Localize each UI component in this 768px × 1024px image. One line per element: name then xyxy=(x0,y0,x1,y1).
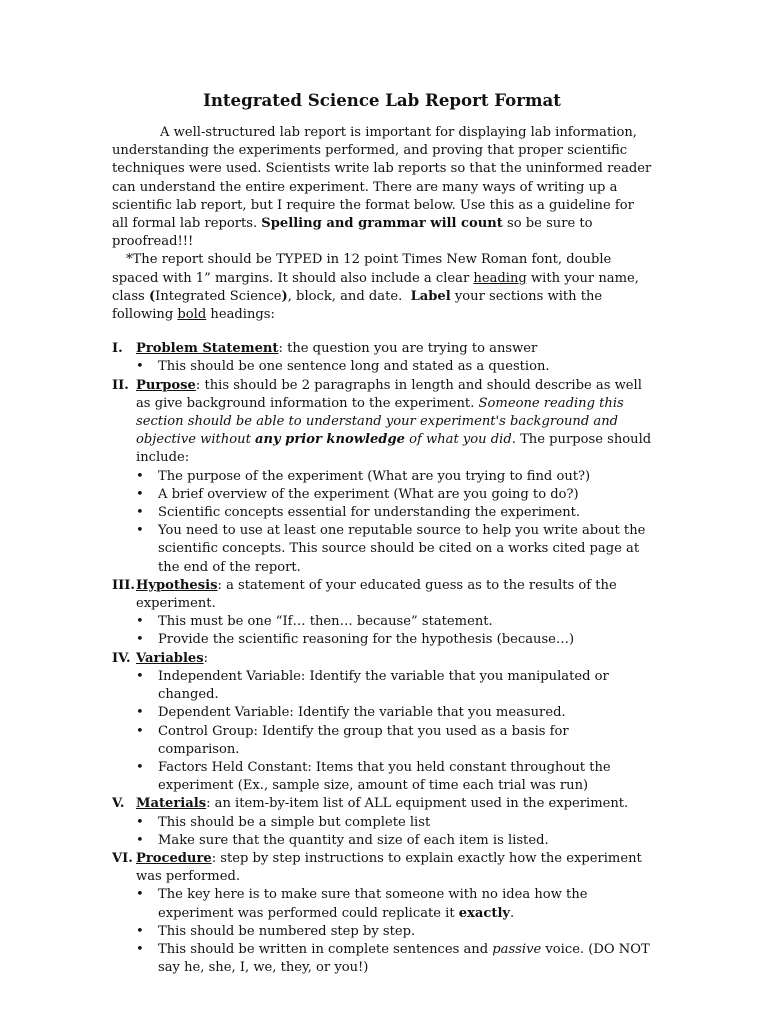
bullet-item: • Independent Variable: Identify the variable that you manipulated or changed. xyxy=(136,668,652,704)
note-part3: , block, and date. xyxy=(287,288,403,304)
bullet-item: • The purpose of the experiment (What are you trying to find out?) xyxy=(136,468,652,486)
section-description: the question you are trying to answer xyxy=(287,341,538,357)
bullet-item: • Make sure that the quantity and size of each item is listed. xyxy=(136,832,652,850)
section-variables xyxy=(112,650,652,796)
bullet-item: • Scientific concepts essential for understanding the experiment. xyxy=(136,504,652,522)
intro-paragraph xyxy=(112,124,652,251)
bullet-item: • Control Group: Identify the group that you used as a basis for comparison. xyxy=(136,723,652,759)
bullet-item: • This should be a simple but complete list xyxy=(136,814,652,832)
section-colon: : xyxy=(195,377,201,393)
document-title: Integrated Science Lab Report Format xyxy=(203,90,561,110)
section-description-italic: Someone reading this section should be able to understand your experiment's background and objective without xyxy=(136,395,624,448)
bullet-item xyxy=(136,941,652,977)
section-colon: : xyxy=(278,341,283,357)
section-numeral: V. xyxy=(112,796,125,812)
section-description: a statement of your educated guess as to the results of the experiment. xyxy=(136,577,617,612)
bullet-tail: voice. (DO NOT say he, she, I, we, they, or you!) xyxy=(158,941,650,976)
section-colon: : xyxy=(206,796,211,812)
section-description-bold-italic: any prior knowledge xyxy=(255,432,405,448)
section-procedure xyxy=(112,850,652,977)
section-colon: : xyxy=(217,577,222,593)
bullet-text: The key here is to make sure that someone with no idea how the experiment was performed could replicate it xyxy=(158,887,588,921)
section-line xyxy=(136,795,652,813)
section-line xyxy=(136,340,652,358)
note-class-name: Integrated Science xyxy=(155,288,282,304)
section-hypothesis xyxy=(112,577,652,650)
bullet-item: • This should be one sentence long and stated as a question. xyxy=(136,358,652,376)
section-line xyxy=(136,577,652,613)
note-paren-close: ) xyxy=(281,288,288,304)
note-part2: with your name, class xyxy=(112,270,639,304)
section-numeral: IV. xyxy=(112,650,131,666)
note-part4: your sections with the following xyxy=(112,288,603,323)
section-heading: Purpose xyxy=(136,377,196,393)
note-part5: headings: xyxy=(210,307,275,323)
section-heading: Materials xyxy=(136,796,207,812)
bullet-item: • This should be numbered step by step. xyxy=(136,923,652,941)
bullet-bold-text: exactly xyxy=(458,905,511,921)
bullet-item: • This must be one “If… then… because” statement. xyxy=(136,613,652,631)
section-line xyxy=(136,377,652,468)
section-description: step by step instructions to explain exactly how the experiment was performed. xyxy=(136,850,642,885)
section-description: this should be 2 paragraphs in length and should describe as well as give background information to the experiment. xyxy=(136,377,642,411)
section-materials xyxy=(112,795,652,850)
section-line xyxy=(136,650,652,668)
bullet-item: • A brief overview of the experiment (What are you going to do?) xyxy=(136,486,652,504)
intro-tail: so be sure to proofread!!! xyxy=(112,216,593,250)
section-numeral: III. xyxy=(112,577,135,593)
intro-emphasis: Spelling and grammar will count xyxy=(261,216,503,232)
bullet-item: • You need to use at least one reputable source to help you write about the scientific concepts. This source should be cited on a works cited page at the end of the report. xyxy=(136,522,652,577)
note-heading-word: heading xyxy=(473,270,527,286)
section-heading: Procedure xyxy=(136,850,212,866)
section-purpose xyxy=(112,377,652,577)
section-numeral: I. xyxy=(112,341,123,357)
section-description-tail: The purpose should include: xyxy=(136,432,652,466)
section-problem-statement xyxy=(112,340,652,376)
bullet-list xyxy=(136,668,652,795)
section-description: an item-by-item list of ALL equipment used in the experiment. xyxy=(214,796,629,812)
section-description-italic-2: of what you did. xyxy=(409,432,516,448)
section-colon: : xyxy=(203,650,209,666)
note-bold-word: bold xyxy=(177,307,207,323)
bullet-item: • Dependent Variable: Identify the variable that you measured. xyxy=(136,704,652,722)
section-heading: Hypothesis xyxy=(136,577,218,593)
bullet-list xyxy=(136,886,652,977)
bullet-item xyxy=(136,886,652,922)
bullet-text: This should be written in complete sentences and xyxy=(158,941,489,957)
section-list xyxy=(112,340,652,977)
bullet-italic-text: passive xyxy=(492,941,542,957)
bullet-list xyxy=(136,468,652,577)
bullet-item: • Provide the scientific reasoning for the hypothesis (because…) xyxy=(136,631,652,649)
bullet-list xyxy=(136,358,652,376)
section-colon: : xyxy=(211,850,217,866)
intro-text: A well-structured lab report is important for displaying lab information, understanding the experiments performed, and proving that proper scientific techniques were used. Scientists write lab reports so that the uninformed reader can understand the entire experiment. There are many ways of writing up a scientific lab report, but I require the format below. Use this as a guideline for all formal lab reports. xyxy=(112,125,652,232)
section-line xyxy=(136,850,652,886)
section-numeral: II. xyxy=(112,377,129,393)
formatting-note xyxy=(112,251,652,324)
document-page xyxy=(112,90,652,977)
section-heading: Variables xyxy=(136,650,204,666)
bullet-list xyxy=(136,613,652,649)
note-label-word: Label xyxy=(410,288,451,304)
bullet-end: . xyxy=(510,905,515,921)
note-part1: *The report should be TYPED in 12 point Times New Roman font, double spaced with 1” margins. It should also include a clear xyxy=(112,252,612,286)
section-numeral: VI. xyxy=(112,850,133,866)
note-paren-open: ( xyxy=(148,288,156,304)
section-heading: Problem Statement xyxy=(136,341,279,357)
bullet-list xyxy=(136,814,652,850)
bullet-item: • Factors Held Constant: Items that you held constant throughout the experiment (Ex., sample size, amount of time each trial was run) xyxy=(136,759,652,795)
